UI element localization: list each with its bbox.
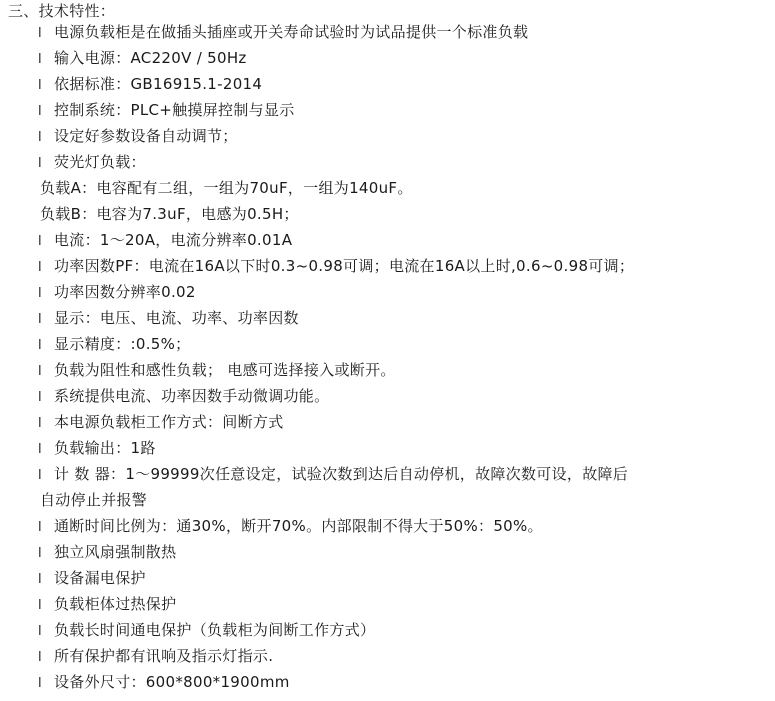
list-item [38, 646, 273, 666]
list-item-text: 依据标准：GB16915.1-2014 [54, 75, 263, 93]
list-item-text: 负载输出：1路 [54, 439, 156, 457]
list-item [38, 48, 247, 68]
bullet-marker: l [38, 390, 42, 405]
list-item [38, 256, 634, 276]
list-item-text: 电流：1～20A，电流分辨率0.01A [54, 231, 293, 249]
sub-line [40, 204, 299, 224]
list-item-text: 所有保护都有讯响及指示灯指示. [54, 647, 274, 665]
bullet-marker: l [38, 286, 42, 301]
list-item-text: 显示：电压、电流、功率、功率因数 [54, 309, 299, 327]
bullet-marker: l [38, 468, 42, 483]
sub-line-text: 负载B：电容为7.3uF，电感为0.5H； [40, 205, 299, 223]
list-item-text: 系统提供电流、功率因数手动微调功能。 [54, 387, 330, 405]
list-item [38, 308, 299, 328]
continuation-line [40, 490, 147, 510]
list-item [38, 568, 146, 588]
list-item-text: 负载柜体过热保护 [54, 595, 177, 613]
list-item-text: 计 数 器：1～99999次任意设定，试验次数到达后自动停机，故障次数可设，故障后 [54, 465, 629, 483]
list-item [38, 672, 290, 692]
list-item [38, 152, 146, 172]
list-item [38, 386, 329, 406]
bullet-marker: l [38, 624, 42, 639]
list-item-text: 电源负载柜是在做插头插座或开关寿命试验时为试品提供一个标准负载 [54, 23, 529, 41]
list-item-text: 功率因数PF：电流在16A以下时0.3~0.98可调；电流在16A以上时,0.6~0.98可调； [54, 257, 635, 275]
list-item-text: 独立风扇强制散热 [54, 543, 177, 561]
list-item [38, 22, 528, 42]
list-item-text: 设定好参数设备自动调节； [54, 127, 238, 145]
bullet-marker: l [38, 234, 42, 249]
list-item [38, 282, 196, 302]
list-item-text: 显示精度：:0.5%； [54, 335, 191, 353]
bullet-marker: l [38, 598, 42, 613]
sub-line-text: 负载A：电容配有二组，一组为70uF，一组为140uF。 [40, 179, 413, 197]
list-item [38, 334, 190, 354]
list-item [38, 516, 543, 536]
list-item [38, 594, 176, 614]
list-item [38, 230, 292, 250]
list-item [38, 412, 284, 432]
list-item [38, 74, 262, 94]
bullet-marker: l [38, 442, 42, 457]
list-item [38, 100, 295, 120]
bullet-marker: l [38, 104, 42, 119]
list-item [38, 360, 396, 380]
list-item-text: 荧光灯负载： [54, 153, 146, 171]
list-item-text: 本电源负载柜工作方式：间断方式 [54, 413, 284, 431]
bullet-marker: l [38, 260, 42, 275]
bullet-marker: l [38, 130, 42, 145]
list-item-text: 设备外尺寸：600*800*1900mm [54, 673, 290, 691]
sub-line [40, 178, 413, 198]
bullet-marker: l [38, 78, 42, 93]
bullet-marker: l [38, 312, 42, 327]
list-item-text: 通断时间比例为：通30%，断开70%。内部限制不得大于50%：50%。 [54, 517, 543, 535]
bullet-marker: l [38, 364, 42, 379]
bullet-marker: l [38, 650, 42, 665]
list-item [38, 126, 238, 146]
list-item-text: 控制系统：PLC+触摸屏控制与显示 [54, 101, 295, 119]
bullet-marker: l [38, 26, 42, 41]
bullet-marker: l [38, 572, 42, 587]
list-item [38, 464, 628, 484]
list-item-text: 输入电源：AC220V / 50Hz [54, 49, 247, 67]
list-item [38, 542, 176, 562]
bullet-marker: l [38, 416, 42, 431]
list-item-text: 功率因数分辨率0.02 [54, 283, 196, 301]
bullet-marker: l [38, 520, 42, 535]
list-item [38, 438, 156, 458]
bullet-marker: l [38, 156, 42, 171]
section-heading: 三、技术特性： [8, 2, 116, 20]
bullet-marker: l [38, 676, 42, 691]
bullet-marker: l [38, 338, 42, 353]
bullet-marker: l [38, 546, 42, 561]
list-item-text: 设备漏电保护 [54, 569, 146, 587]
list-item-text: 负载为阻性和感性负载； 电感可选择接入或断开。 [54, 361, 396, 379]
list-item-text: 负载长时间通电保护（负载柜为间断工作方式） [54, 621, 376, 639]
list-item [38, 620, 375, 640]
continuation-text: 自动停止并报警 [40, 491, 148, 509]
bullet-marker: l [38, 52, 42, 67]
